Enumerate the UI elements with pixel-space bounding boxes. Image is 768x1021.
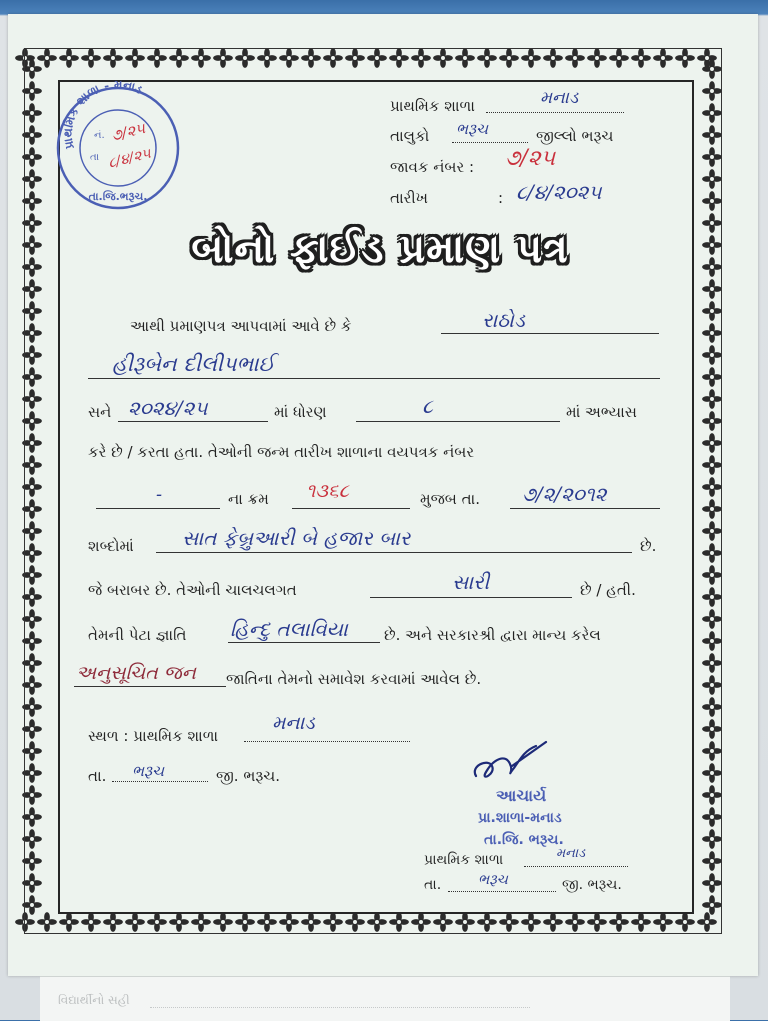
javak-value: ૭/૨૫ xyxy=(505,146,556,171)
line1-prefix: આથી પ્રમાણપત્ર આપવામાં આવે છે કે xyxy=(130,317,352,335)
line3-dhoran: માં ધોરણ xyxy=(274,403,327,421)
line7-value: સારી xyxy=(452,570,490,594)
javak-label: જાવક નંબર : xyxy=(390,158,475,176)
ta-label: તા. xyxy=(88,767,107,785)
sign-ji-label: જી. ભરૂચ. xyxy=(562,877,622,893)
underlying-sheet-line xyxy=(150,1007,530,1008)
line2-value: હીરૂબેન દીલીપભાઈ xyxy=(112,352,275,376)
acharya-label: આચાર્ય xyxy=(496,786,547,805)
line5-kram: ૧૩૬૮ xyxy=(306,480,350,502)
sign-school-value: મનાડ xyxy=(556,846,586,861)
sign-school-label: પ્રાથમિક શાળા xyxy=(424,852,504,868)
line2-underline xyxy=(88,378,660,379)
underlying-sheet-text: વિદ્યાર્થીનો સહી xyxy=(58,993,130,1007)
sign-ta-dots xyxy=(448,891,556,892)
line5-dash-underline xyxy=(96,508,220,509)
seal-no-label: નં. xyxy=(94,130,105,141)
school-value: મનાડ xyxy=(540,88,579,108)
school-dots xyxy=(486,112,624,113)
date-value: ૮/૪/૨૦૨૫ xyxy=(516,180,602,204)
line3-year: ૨૦૨૪/૨૫ xyxy=(128,396,208,420)
sthal-value: મનાડ xyxy=(272,712,315,734)
line6-end: છે. xyxy=(640,537,657,555)
seal-date-label: તા xyxy=(90,152,100,163)
line6-value: સાત ફેબ્રુઆરી બે હજાર બાર xyxy=(182,526,411,550)
sthal-label: સ્થળ : પ્રાથમિક શાળા xyxy=(88,727,219,745)
line6-underline xyxy=(156,552,632,553)
line1-value: રાઠોડ xyxy=(482,308,525,332)
line3-std: ૮ xyxy=(422,394,433,418)
sign-ta-value: ભરૂચ xyxy=(478,872,508,888)
stamp-line2: તા.જિ. ભરૂચ. xyxy=(484,832,564,848)
date-label: તારીખ xyxy=(390,189,428,207)
sign-ta-label: તા. xyxy=(424,877,442,893)
date-colon: : xyxy=(498,189,504,207)
line3-std-underline xyxy=(356,421,560,422)
jillo-label: જીલ્લો ભરૂચ xyxy=(536,127,614,145)
line6-label: શબ્દોમાં xyxy=(88,537,134,555)
seal-handwritten-date: ૮/૪/૨૫ xyxy=(106,145,153,172)
taluko-label: તાલુકો xyxy=(390,127,430,145)
line8-underline xyxy=(228,642,380,643)
line5-kram-label: ના ક્રમ xyxy=(228,490,269,508)
underlying-sheet xyxy=(40,976,730,1021)
ta-value: ભરૂચ xyxy=(132,762,164,780)
seal-handwritten-no: ૭/૨૫ xyxy=(109,119,147,145)
stamp-line1: પ્રા.શાળા-મનાડ xyxy=(478,810,562,826)
line3-abhyas: માં અભ્યાસ xyxy=(566,403,637,421)
line7-end: છે / હતી. xyxy=(580,581,636,599)
taluko-dots xyxy=(452,142,528,143)
school-label: પ્રાથમિક શાળા xyxy=(390,97,475,115)
certificate-title: બોનો ફાઈડ પ્રમાણ પત્ર xyxy=(191,226,569,272)
line8-value: હિન્દુ તલાવિયા xyxy=(230,617,348,641)
line9-rest: જાતિના તેમનો સમાવેશ કરવામાં આવેલ છે. xyxy=(226,670,482,688)
sthal-dots xyxy=(244,741,410,742)
ta-dots xyxy=(112,781,208,782)
line3-sane: સને xyxy=(88,403,112,421)
line9-underline xyxy=(74,686,226,687)
ji-label: જી. ભરૂચ. xyxy=(216,767,281,785)
seal-bottom-text: તા.જિ.ભરૂચ. xyxy=(88,190,148,203)
line3-year-underline xyxy=(118,421,268,422)
line7-label: જે બરાબર છે. તેઓની ચાલચલગત xyxy=(88,581,297,599)
line1-underline xyxy=(441,333,659,334)
line5-dash: - xyxy=(156,484,163,505)
line8-label: તેમની પેટા જ્ઞાતિ xyxy=(88,626,187,644)
line8-rest: છે. અને સરકારશ્રી દ્વારા માન્ય કરેલ xyxy=(384,626,601,644)
line7-underline xyxy=(370,597,572,598)
line4-text: કરે છે / કરતા હતા. તેઓની જન્મ તારીખ શાળાના વયપત્રક નંબર xyxy=(88,443,475,461)
sign-school-dots xyxy=(524,866,628,867)
line9-value: અનુસૂચિત જન xyxy=(76,662,196,684)
line5-date: ૭/૨/૨૦૧૨ xyxy=(522,482,607,506)
seal-ring-text: પ્રાથમિક શાળા - મનાડ xyxy=(60,77,145,151)
line5-mujab: મુજબ તા. xyxy=(420,490,480,508)
school-seal xyxy=(54,76,182,218)
taluko-value: ભરૂચ xyxy=(456,120,488,138)
line5-date-underline xyxy=(510,508,660,509)
line5-kram-underline xyxy=(292,508,410,509)
